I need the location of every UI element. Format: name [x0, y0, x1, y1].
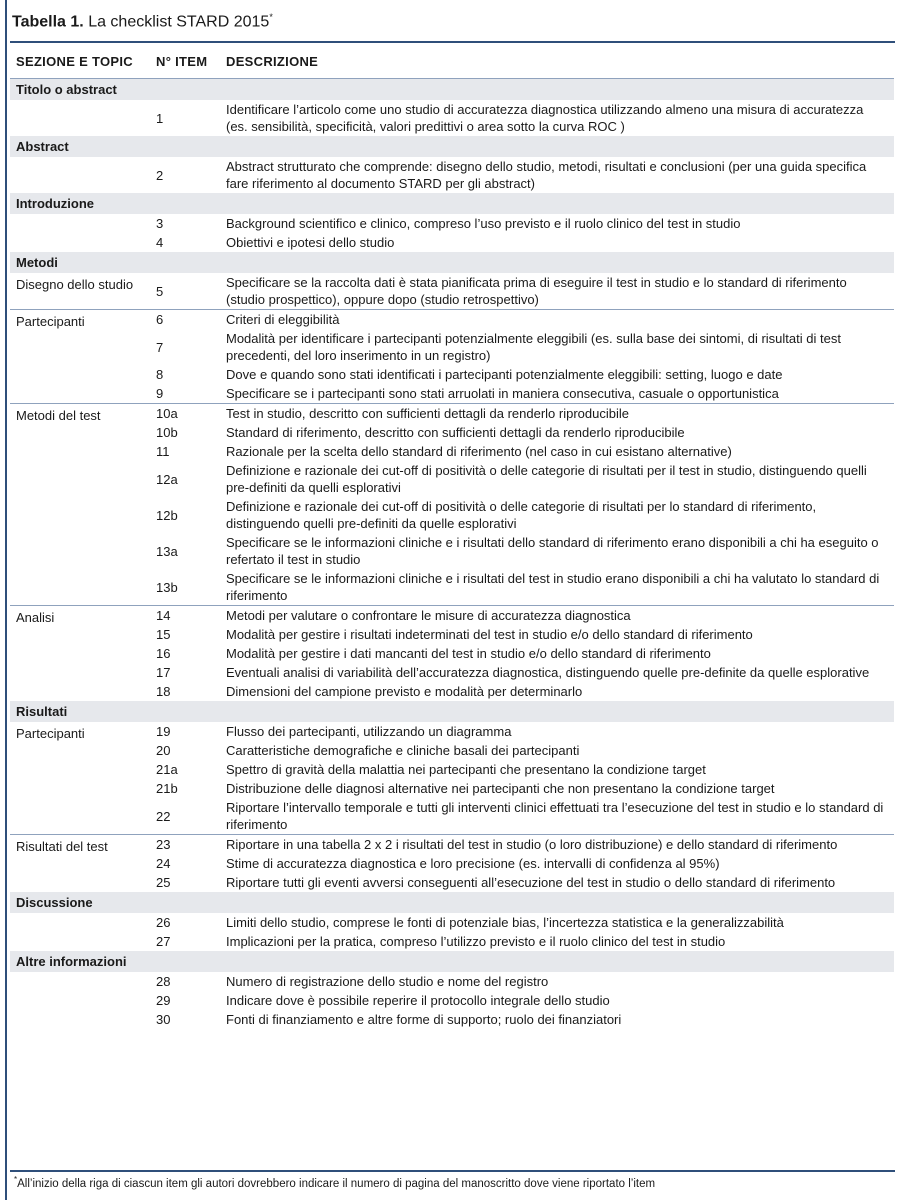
- item-number: 15: [156, 627, 171, 642]
- section-row: [10, 252, 894, 273]
- section-title: Altre informazioni: [10, 951, 894, 972]
- item-description: Eventuali analisi di variabilità dell’accuratezza diagnostica, distinguendo quelle pre-definite da quelle esplorative: [226, 665, 870, 680]
- topic-cell: [10, 214, 150, 252]
- item-number: 9: [156, 386, 164, 401]
- item-number: 13a: [156, 543, 178, 559]
- item-description: Dimensioni del campione previsto e modalità per determinarlo: [226, 684, 583, 699]
- item-description: Flusso dei partecipanti, utilizzando un diagramma: [226, 724, 512, 739]
- item-description: Indicare dove è possibile reperire il protocollo integrale dello studio: [226, 993, 610, 1008]
- item-description: Limiti dello studio, comprese le fonti di potenziale bias, l’incertezza statistica e la generalizzabilità: [226, 915, 784, 930]
- item-description: Specificare se le informazioni cliniche e i risultati dello standard di riferimento erano disponibili a chi ha eseguito o refertato il test in studio: [226, 535, 879, 567]
- item-description: Criteri di eleggibilità: [220, 310, 894, 330]
- item-number: 7: [156, 339, 164, 355]
- topic-cell: Disegno dello studio: [16, 277, 134, 292]
- item-description: Abstract strutturato che comprende: disegno dello studio, metodi, risultati e conclusioni (per una guida specifica fare riferimento al documento STARD per gli abstract): [226, 159, 867, 191]
- footnote: [14, 1175, 655, 1190]
- topic-cell: Metodi del test: [10, 404, 150, 606]
- item-description: Numero di registrazione dello studio e nome del registro: [226, 974, 549, 989]
- item-description: Fonti di finanziamento e altre forme di supporto; ruolo dei finanziatori: [226, 1012, 622, 1027]
- item-number: 28: [156, 974, 171, 989]
- header-row: [10, 44, 894, 79]
- item-description: Standard di riferimento, descritto con sufficienti dettagli da renderlo riproducibile: [226, 425, 685, 440]
- item-number: 6: [150, 310, 220, 330]
- item-number: 18: [156, 684, 171, 699]
- topic-cell: Partecipanti: [16, 726, 85, 741]
- table-caption: [12, 12, 273, 31]
- item-number: 1: [156, 110, 164, 126]
- item-description: Razionale per la scelta dello standard di riferimento (nel caso in cui esistano alternative): [226, 444, 732, 459]
- header-description: DESCRIZIONE: [220, 44, 894, 79]
- item-description: Riportare tutti gli eventi avversi conseguenti all’esecuzione del test in studio o dello standard di riferimento: [226, 875, 836, 890]
- item-description: Modalità per identificare i partecipanti potenzialmente eleggibili (es. sulla base dei sintomi, di risultati di test precedenti, del loro inserimento in un registro): [226, 331, 841, 363]
- item-number: 25: [156, 875, 171, 890]
- item-description: Specificare se le informazioni cliniche e i risultati del test in studio erano disponibili a chi ha valutato lo standard di riferimento: [226, 571, 880, 603]
- item-number: 8: [156, 367, 164, 382]
- item-description: Implicazioni per la pratica, compreso l’utilizzo previsto e il ruolo clinico del test in studio: [226, 934, 726, 949]
- item-number: 24: [156, 856, 171, 871]
- topic-cell: [10, 913, 150, 951]
- topic-cell: [10, 972, 150, 1029]
- item-number: 2: [156, 167, 164, 183]
- item-description: Obiettivi e ipotesi dello studio: [226, 235, 395, 250]
- item-description: Definizione e razionale dei cut-off di positività o delle categorie di risultati per il test in studio, distinguendo quelli pre-definiti da quelli esplorativi: [226, 463, 867, 495]
- item-description: Background scientifico e clinico, compreso l’uso previsto e il ruolo clinico del test in studio: [226, 216, 741, 231]
- header-section-topic: SEZIONE E TOPIC: [10, 44, 150, 79]
- caption-text: La checklist STARD 2015: [88, 13, 270, 31]
- item-number: 23: [150, 835, 220, 855]
- item-number: 22: [156, 808, 171, 824]
- item-number: 3: [156, 216, 164, 231]
- table-row: [10, 913, 894, 932]
- item-number: 26: [156, 915, 171, 930]
- table-row: [10, 310, 894, 330]
- topic-cell: [10, 100, 150, 136]
- section-row: [10, 193, 894, 214]
- item-description: Specificare se i partecipanti sono stati arruolati in maniera consecutiva, casuale o opportunistica: [226, 386, 779, 401]
- item-description: Modalità per gestire i dati mancanti del test in studio e/o dello standard di riferimento: [226, 646, 711, 661]
- item-number: 14: [150, 606, 220, 626]
- section-title: Titolo o abstract: [10, 79, 894, 101]
- item-number: 16: [156, 646, 171, 661]
- section-row: [10, 136, 894, 157]
- section-row: [10, 892, 894, 913]
- item-description: Stime di accuratezza diagnostica e loro precisione (es. intervalli di confidenza al 95%): [226, 856, 720, 871]
- section-row: [10, 951, 894, 972]
- item-number: 19: [156, 724, 171, 739]
- item-number: 21b: [156, 781, 178, 796]
- table-row: [10, 972, 894, 991]
- item-number: 12b: [156, 507, 178, 523]
- table-row: [10, 100, 894, 136]
- item-description: Metodi per valutare o confrontare le misure di accuratezza diagnostica: [220, 606, 894, 626]
- header-item-number: N° ITEM: [150, 44, 220, 79]
- table-row: [10, 214, 894, 233]
- caption-mark: *: [269, 12, 273, 22]
- item-description: Caratteristiche demografiche e cliniche basali dei partecipanti: [226, 743, 580, 758]
- table-row: [10, 606, 894, 626]
- topic-cell: Risultati del test: [10, 835, 150, 893]
- top-rule: [10, 41, 895, 43]
- item-number: 30: [156, 1012, 171, 1027]
- item-number: 13b: [156, 579, 178, 595]
- item-description: Distribuzione delle diagnosi alternative nei partecipanti che non presentano la condizione target: [226, 781, 775, 796]
- item-number: 21a: [156, 762, 178, 777]
- table-row: [10, 404, 894, 424]
- section-title: Metodi: [10, 252, 894, 273]
- table-row: [10, 273, 894, 310]
- table-row: [10, 157, 894, 193]
- section-title: Abstract: [10, 136, 894, 157]
- item-description: Specificare se la raccolta dati è stata pianificata prima di eseguire il test in studio e lo standard di riferimento (studio prospettico), oppure dopo (studio retrospettivo): [226, 275, 847, 307]
- item-number: 29: [156, 993, 171, 1008]
- item-description: Definizione e razionale dei cut-off di positività o delle categorie di risultati per lo standard di riferimento, distinguendo quelli pre-definiti da quelle esplorativi: [226, 499, 817, 531]
- item-number: 11: [156, 444, 170, 459]
- table-row: [10, 722, 894, 741]
- item-number: 27: [156, 934, 171, 949]
- item-description: Identificare l’articolo come uno studio di accuratezza diagnostica utilizzando almeno una misura di accuratezza (es. sensibilità, specificità, valori predittivi o area sotto la curva ROC ): [226, 102, 864, 134]
- item-description: Dove e quando sono stati identificati i partecipanti potenzialmente eleggibili: setting, luogo e date: [226, 367, 783, 382]
- item-description: Riportare in una tabella 2 x 2 i risultati del test in studio (o loro distribuzione) e dello standard di riferimento: [220, 835, 894, 855]
- caption-label: Tabella 1.: [12, 13, 84, 31]
- topic-cell: Partecipanti: [10, 310, 150, 404]
- table-row: [10, 835, 894, 855]
- item-number: 4: [156, 235, 164, 250]
- item-number: 17: [156, 665, 171, 680]
- item-description: Modalità per gestire i risultati indeterminati del test in studio e/o dello standard di riferimento: [226, 627, 753, 642]
- stard-checklist-table: [10, 44, 894, 1029]
- section-row: [10, 701, 894, 722]
- table-body: [10, 79, 894, 1030]
- footnote-text: All’inizio della riga di ciascun item gli autori dovrebbero indicare il numero di pagina del manoscritto dove viene riportato l’item: [17, 1177, 656, 1190]
- section-title: Risultati: [10, 701, 894, 722]
- item-description: Riportare l’intervallo temporale e tutti gli interventi clinici effettuati tra l’esecuzione del test in studio e lo standard di riferimento: [226, 800, 884, 832]
- item-description: Test in studio, descritto con sufficienti dettagli da renderlo riproducibile: [220, 404, 894, 424]
- footnote-mark: *: [14, 1175, 18, 1184]
- bottom-rule: [10, 1170, 895, 1172]
- section-title: Introduzione: [10, 193, 894, 214]
- item-number: 10b: [156, 425, 178, 440]
- item-number: 12a: [156, 471, 178, 487]
- section-title: Discussione: [10, 892, 894, 913]
- item-description: Spettro di gravità della malattia nei partecipanti che presentano la condizione target: [226, 762, 706, 777]
- topic-cell: Analisi: [10, 606, 150, 702]
- item-number: 10a: [150, 404, 220, 424]
- item-number: 5: [156, 283, 164, 299]
- section-row: [10, 79, 894, 101]
- item-number: 20: [156, 743, 171, 758]
- topic-cell: [10, 157, 150, 193]
